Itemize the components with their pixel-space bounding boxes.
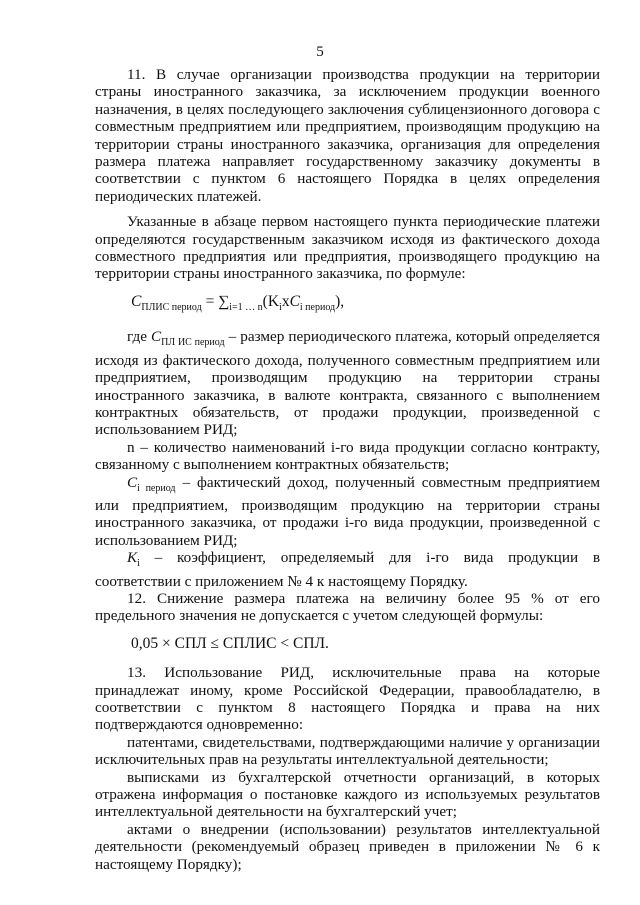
paragraph-13: 13. Использование РИД, исключительные права на которые принадлежат иному, кроме Российской Федерации, правообладателю, в соответствии с пунктом 8 настоящего Порядка и права на них подтверждаются одновременно:	[95, 664, 600, 734]
list-item-patents: патентами, свидетельствами, подтверждающими наличие у организации исключительных прав на результаты интеллектуальной деятельности;	[95, 733, 600, 769]
definition-payment-sub: ПЛ ИС период	[161, 337, 225, 349]
paragraph-11-second: Указанные в абзаце первом настоящего пункта периодические платежи определяются государственным заказчиком исходя из фактического дохода совместного предприятия или предприятия, производящего продукцию на территории страны иностранного заказчика, по формуле:	[95, 213, 600, 283]
formula-equals-sum: = ∑	[201, 292, 230, 310]
formula-tail: ),	[335, 292, 345, 310]
paragraph-12: 12. Снижение размера платежа на величину более 95 % от его предельного значения не допускается с учетом следующей формулы:	[95, 589, 600, 625]
page-number: 5	[316, 44, 324, 60]
formula-times: x	[281, 292, 290, 310]
definition-n: n – количество наименований i-го вида продукции согласно контракту, связанному с выполнением контрактных обязательств;	[95, 438, 600, 474]
formula-lhs-var: С	[131, 292, 142, 310]
formula-body: (K	[262, 292, 280, 310]
formula-c-sub: i период	[299, 301, 336, 313]
paragraph-11: 11. В случае организации производства продукции на территории страны иностранного заказчика, за исключением продукции военного назначения, в целях последующего заключения сублицензионного договора с совместным предприятием или предприятием, производящим продукцию на территории страны иностранного заказчика, организация для определения размера платежа направляет государственному заказчику документы в соответствии с пунктом 6 настоящего Порядка в целях определения периодических платежей.	[95, 66, 600, 205]
formula-periodic-payment	[95, 293, 600, 316]
formula-limit: 0,05 × СПЛ ≤ СПЛИС < СПЛ.	[131, 634, 329, 652]
formula-lhs-sub: ПЛ	[141, 301, 156, 313]
list-item-acts: актами о внедрении (использовании) результатов интеллектуальной деятельности (рекомендуемый образец приведен в приложении № 6 к настоящему Порядку);	[95, 820, 600, 873]
definition-c: $C_{i период}$ – фактический доход, полученный совместным предприятием или предприятием, производящим продукцию на территории страны иностранного заказчика, от продажи i-го вида продукции, произведенной с использованием РИД;	[95, 473, 600, 549]
list-item-statements: выписками из бухгалтерской отчетности организаций, в которых отражена информация о постановке каждого из используемых результатов интеллектуальной деятельности на бухгалтерский учет;	[95, 768, 600, 821]
document-body	[95, 66, 600, 873]
formula-body-sub: i	[279, 301, 282, 313]
formula-c-var: C	[289, 292, 300, 310]
formula-lhs-sub2: ИС период	[155, 301, 202, 313]
definition-payment-var: С	[151, 328, 162, 346]
definition-payment: где $С_{ПЛ ИС период}$ – размер периодического платежа, который определяется исходя из фактического дохода, полученного совместным предприятием или предприятием, производящим продукцию на территории страны иностранного заказчика, в валюте контракта, связанного с выполнением контрактных обязательств, от продажи продукции, произведенной с использованием РИД;	[95, 328, 600, 439]
definition-k: $K_i$ – коэффициент, определяемый для i-го вида продукции в соответствии с приложением № 4 к настоящему Порядку.	[95, 549, 600, 590]
formula-sum-range: i=1 … n	[229, 301, 263, 313]
definition-payment-text: – размер периодического платежа, который определяется исходя из фактического дохода, полученного совместным предприятием или предприятием, производящим продукцию на территории страны иностранного заказчика, в валюте контракта, связанного с выполнением контрактных обязательств, от продажи продукции, произведенной с использованием РИД;	[95, 328, 600, 439]
